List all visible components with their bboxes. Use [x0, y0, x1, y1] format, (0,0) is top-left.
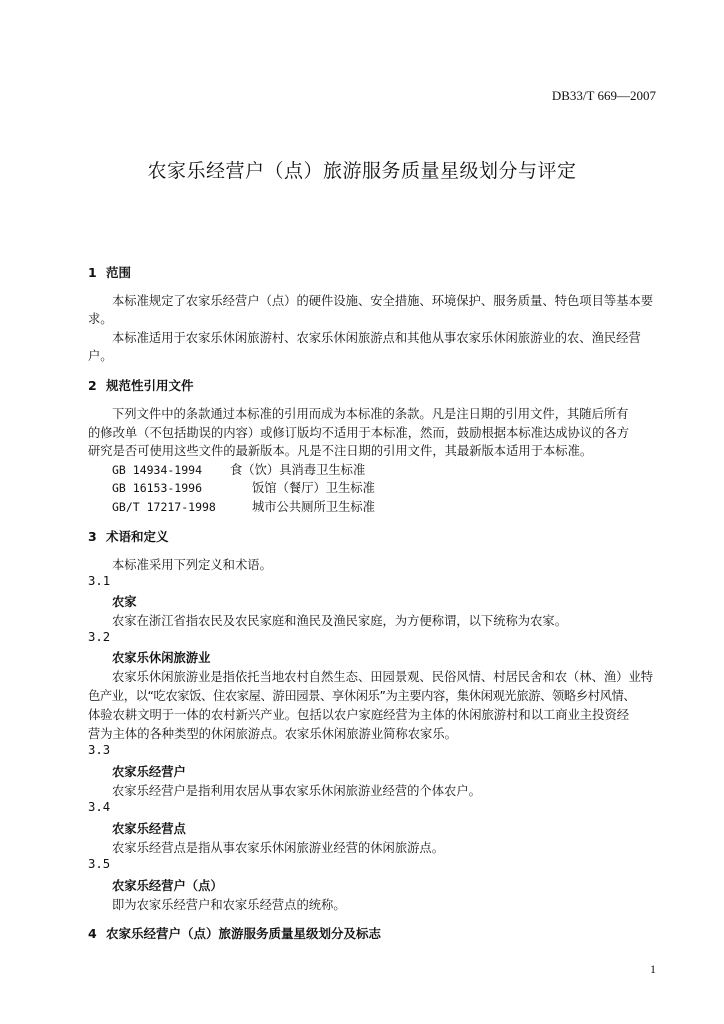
reference-item: [112, 497, 375, 515]
subsection-number: 3.4: [88, 800, 111, 814]
reference-title: 饭馆（餐厅）卫生标准: [252, 481, 375, 495]
section-number: 2: [88, 378, 97, 393]
reference-item: [112, 460, 365, 478]
definition-line: 体验农耕文明于一体的农村新兴产业。包括以农户家庭经营为主体的休闲旅游村和以工商业主投资经: [88, 708, 630, 722]
paragraph-line: 本标准采用下列定义和术语。: [112, 558, 272, 572]
section-number: 3: [88, 529, 97, 544]
paragraph-line: 本标准适用于农家乐休闲旅游村、农家乐休闲旅游点和其他从事农家乐休闲旅游业的农、渔民经营: [112, 331, 641, 345]
paragraph-line: 的修改单（不包括勘误的内容）或修订版均不适用于本标准，然而，鼓励根据本标准达成协议的各方: [88, 426, 630, 440]
subsection-number: 3.2: [88, 630, 111, 644]
definition-line: 农家乐休闲旅游业是指依托当地农村自然生态、田园景观、民俗风情、村居民舍和农（林、渔）业特: [112, 670, 654, 684]
document-title: 农家乐经营户（点）旅游服务质量星级划分与评定: [147, 160, 577, 182]
section-1-heading: [88, 263, 131, 281]
term-title: 农家乐经营户: [112, 765, 186, 779]
subsection-number: 3.1: [88, 574, 111, 588]
paragraph-line: 户。: [88, 349, 113, 363]
subsection-number: 3.5: [88, 857, 111, 871]
section-title: 范围: [106, 265, 132, 280]
reference-code: GB 16153-1996: [112, 481, 203, 495]
definition-line: 营为主体的各种类型的休闲旅游点。农家乐休闲旅游业简称农家乐。: [88, 727, 457, 741]
definition-line: 农家在浙江省指农民及农民家庭和渔民及渔民家庭，为方便称谓，以下统称为农家。: [112, 614, 567, 628]
paragraph-line: 本标准规定了农家乐经营户（点）的硬件设施、安全措施、环境保护、服务质量、特色项目等基本要: [112, 294, 654, 308]
term-title: 农家乐经营点: [112, 822, 186, 836]
paragraph-line: 求。: [88, 312, 113, 326]
definition-line: 农家乐经营户是指利用农居从事农家乐休闲旅游业经营的个体农户。: [112, 784, 481, 798]
paragraph-line: 下列文件中的条款通过本标准的引用而成为本标准的条款。凡是注日期的引用文件，其随后所有: [112, 407, 629, 421]
section-title: 术语和定义: [106, 529, 169, 544]
subsection-number: 3.3: [88, 743, 111, 757]
section-2-heading: [88, 376, 194, 394]
reference-code: GB/T 17217-1998: [112, 500, 216, 514]
paragraph-line: 研究是否可使用这些文件的最新版本。凡是不注日期的引用文件，其最新版本适用于本标准。: [88, 444, 593, 458]
section-number: 1: [88, 265, 97, 280]
section-4-heading: [88, 924, 381, 942]
reference-item: [112, 478, 375, 496]
standard-number: DB33/T 669—2007: [551, 88, 656, 103]
section-3-heading: [88, 527, 169, 545]
term-title: 农家: [112, 595, 137, 609]
term-title: 农家乐经营户（点）: [112, 879, 223, 893]
reference-code: GB 14934-1994: [112, 463, 203, 477]
section-number: 4: [88, 926, 97, 941]
definition-line: 色产业，以“吃农家饭、住农家屋、游田园景、享休闲乐”为主要内容，集休闲观光旅游、领略乡村风情、: [88, 689, 636, 703]
definition-line: 农家乐经营点是指从事农家乐休闲旅游业经营的休闲旅游点。: [112, 841, 445, 855]
section-title: 农家乐经营户（点）旅游服务质量星级划分及标志: [106, 926, 382, 941]
reference-title: 食（饮）具消毒卫生标准: [230, 463, 366, 477]
reference-title: 城市公共厕所卫生标准: [252, 500, 375, 514]
section-title: 规范性引用文件: [106, 378, 194, 393]
definition-line: 即为农家乐经营户和农家乐经营点的统称。: [112, 898, 346, 912]
term-title: 农家乐休闲旅游业: [112, 651, 211, 665]
page-number: 1: [650, 962, 656, 976]
